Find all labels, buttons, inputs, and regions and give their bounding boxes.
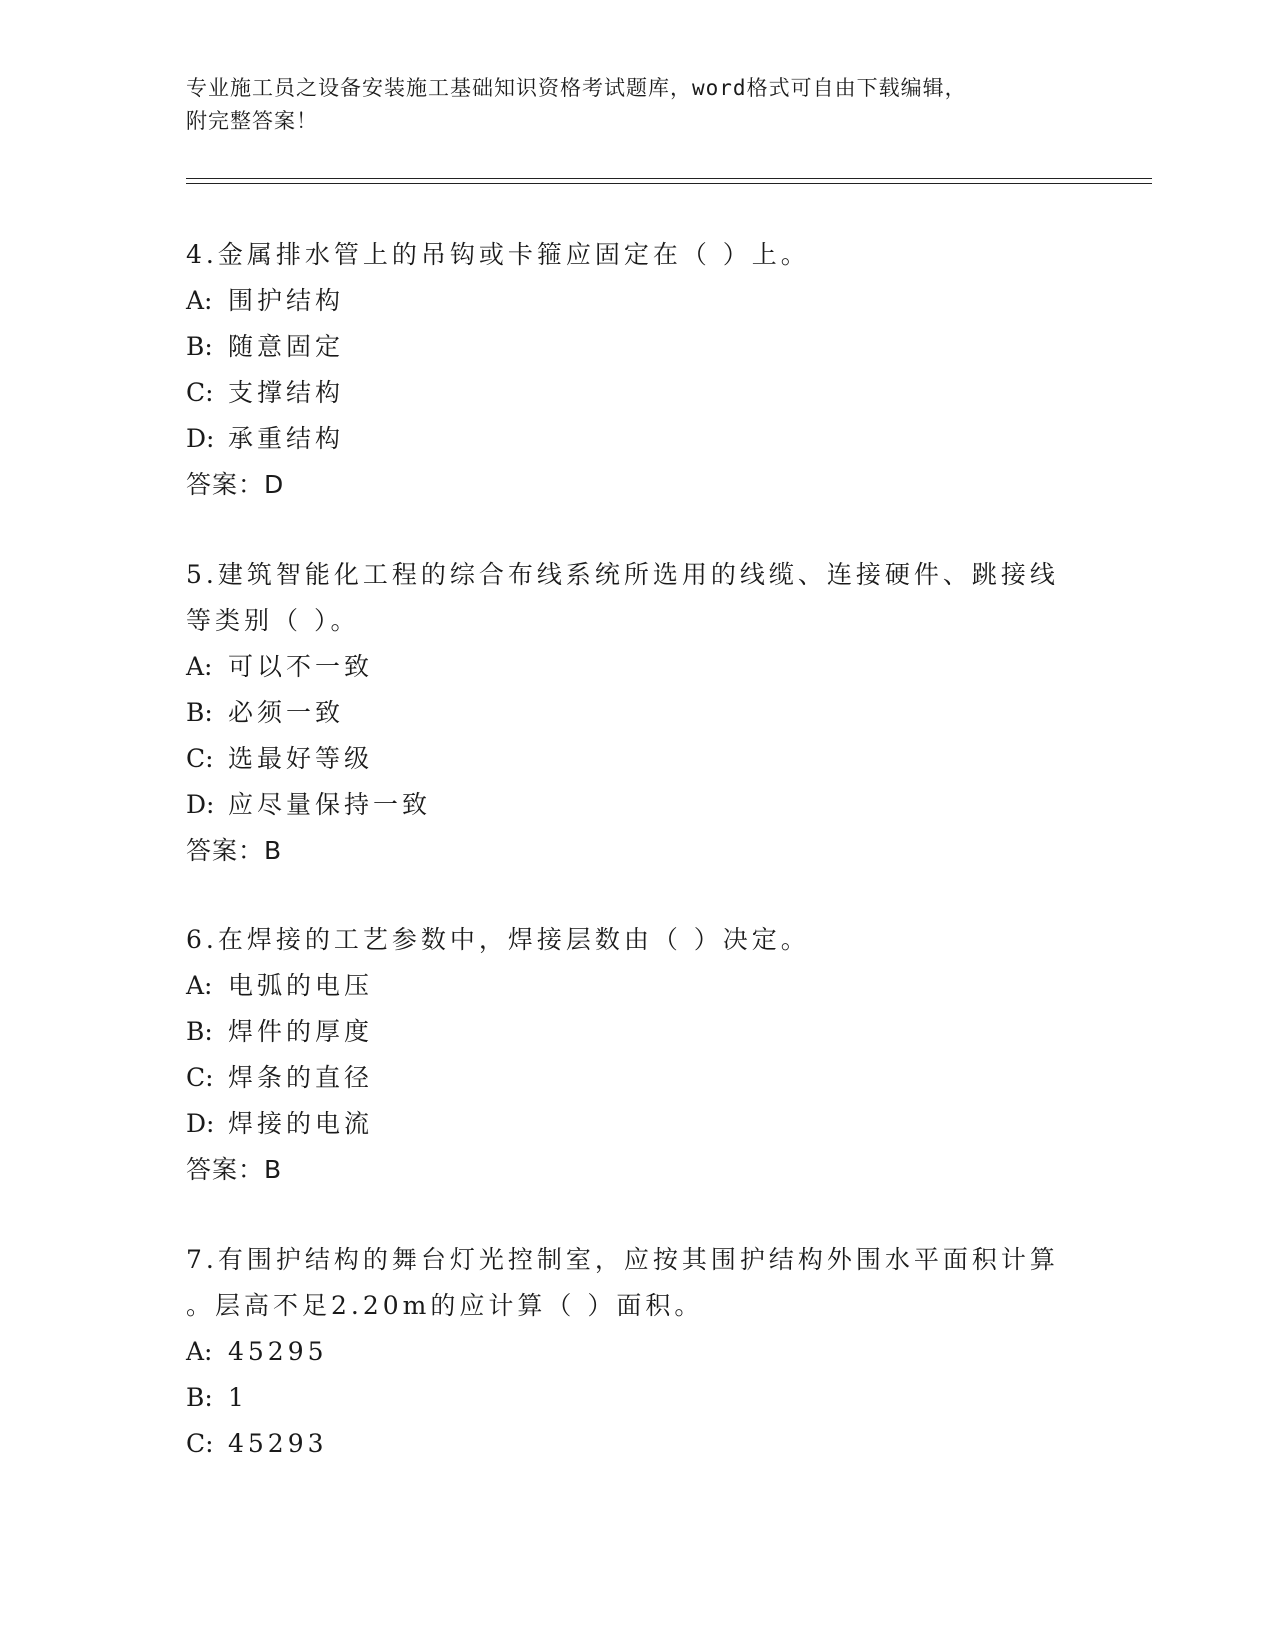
question-7	[186, 1237, 1066, 1467]
option-letter: D:	[186, 424, 215, 453]
option-text: 围护结构	[228, 286, 345, 315]
option-a	[186, 644, 1066, 690]
option-c	[186, 1421, 1066, 1467]
answer-text: 答案：B	[186, 836, 283, 865]
option-letter: D:	[186, 790, 215, 819]
header-divider-top	[186, 178, 1152, 179]
option-d	[186, 782, 1066, 828]
option-text: 45295	[228, 1337, 328, 1366]
question-5	[186, 552, 1066, 874]
option-letter: D:	[186, 1109, 215, 1138]
option-letter: C:	[186, 1063, 214, 1092]
option-letter: C:	[186, 744, 214, 773]
option-letter: B:	[186, 1017, 213, 1046]
question-4	[186, 232, 1066, 508]
option-b	[186, 690, 1066, 736]
option-text: 焊接的电流	[228, 1109, 374, 1138]
question-text: 4.金属排水管上的吊钩或卡箍应固定在（ ）上。	[186, 240, 810, 269]
option-text: 电弧的电压	[228, 971, 374, 1000]
option-c	[186, 736, 1066, 782]
question-text: 5.建筑智能化工程的综合布线系统所选用的线缆、连接硬件、跳接线	[186, 560, 1059, 589]
option-letter: B:	[186, 332, 213, 361]
option-text: 支撑结构	[228, 378, 345, 407]
question-text-continued: 等类别（ ）。	[186, 606, 360, 635]
option-a	[186, 278, 1066, 324]
option-a	[186, 1329, 1066, 1375]
answer-text: 答案：B	[186, 1155, 283, 1184]
option-text: 承重结构	[228, 424, 345, 453]
header-divider-bottom	[186, 183, 1152, 184]
option-d	[186, 1101, 1066, 1147]
question-6	[186, 917, 1066, 1193]
option-letter: A:	[186, 971, 213, 1000]
option-text: 选最好等级	[228, 744, 374, 773]
option-letter: C:	[186, 1429, 214, 1458]
header-line-2: 附完整答案！	[186, 109, 318, 133]
option-c	[186, 1055, 1066, 1101]
option-d	[186, 416, 1066, 462]
option-text: 45293	[228, 1429, 328, 1458]
option-text: 1	[228, 1383, 248, 1412]
option-text: 随意固定	[228, 332, 345, 361]
option-letter: C:	[186, 378, 214, 407]
answer-text: 答案：D	[186, 470, 285, 499]
option-letter: A:	[186, 1337, 213, 1366]
option-b	[186, 1009, 1066, 1055]
option-text: 焊件的厚度	[228, 1017, 374, 1046]
option-text: 应尽量保持一致	[228, 790, 432, 819]
option-a	[186, 963, 1066, 1009]
question-text-continued: 。层高不足2.20m的应计算（ ）面积。	[186, 1291, 704, 1320]
option-text: 焊条的直径	[228, 1063, 374, 1092]
question-text: 7.有围护结构的舞台灯光控制室，应按其围护结构外围水平面积计算	[186, 1245, 1059, 1274]
option-letter: A:	[186, 286, 213, 315]
option-letter: B:	[186, 698, 213, 727]
option-text: 可以不一致	[228, 652, 374, 681]
document-header	[186, 72, 1066, 138]
question-text: 6.在焊接的工艺参数中，焊接层数由（ ）决定。	[186, 925, 810, 954]
option-b	[186, 1375, 1066, 1421]
option-c	[186, 370, 1066, 416]
option-letter: B:	[186, 1383, 213, 1412]
option-text: 必须一致	[228, 698, 345, 727]
option-letter: A:	[186, 652, 213, 681]
header-line-1: 专业施工员之设备安装施工基础知识资格考试题库，word格式可自由下载编辑，	[186, 76, 967, 100]
option-b	[186, 324, 1066, 370]
